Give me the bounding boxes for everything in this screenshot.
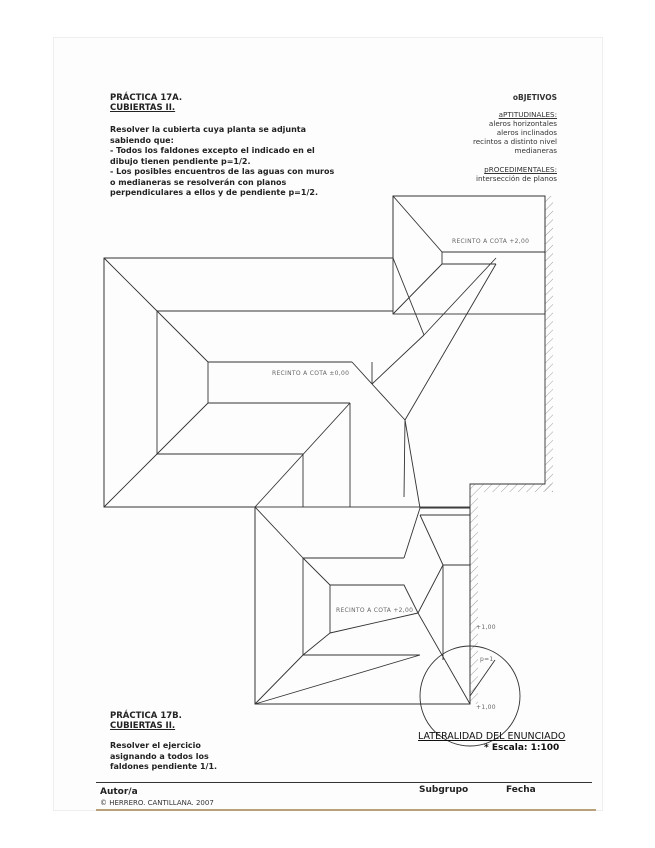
- attitudinal-item: aleros inclinados: [496, 128, 557, 137]
- laterality-note: LATERALIDAD DEL ENUNCIADO: [418, 731, 566, 742]
- valley-line: [424, 258, 496, 335]
- statement-line: perpendiculares a ellos y de pendiente p=1/2.: [110, 188, 318, 197]
- hip-line: [157, 403, 208, 454]
- ridge-line: [372, 335, 424, 384]
- practice-b-subtitle: CUBIERTAS II.: [110, 721, 176, 731]
- subgroup-field-label: Subgrupo: [419, 785, 469, 795]
- attitudinal-item: medianeras: [514, 146, 557, 155]
- statement-line: faldones pendiente 1/1.: [110, 762, 218, 771]
- date-field-label: Fecha: [506, 785, 536, 795]
- valley-line: [405, 420, 420, 508]
- author-field-label: Autor/a: [100, 787, 138, 797]
- attitudinal-item: aleros horizontales: [488, 119, 557, 128]
- lower-enclosure-outline: [255, 507, 470, 704]
- statement-line: asignando a todos los: [110, 751, 209, 761]
- inner-ridge: [157, 311, 303, 507]
- attitudinal-heading: aPTITUDINALES:: [498, 110, 557, 119]
- statement-line: Resolver el ejercicio: [110, 741, 201, 750]
- hip-line: [104, 454, 157, 507]
- procedural-heading: pROCEDIMENTALES:: [484, 165, 557, 174]
- valley-line: [255, 403, 350, 507]
- recinto-main-label: RECINTO A COTA ±0,00: [272, 370, 350, 377]
- valley-line: [418, 613, 470, 704]
- statement-line: - Todos los faldones excepto el indicado en el: [110, 146, 315, 155]
- hip-line: [104, 258, 157, 311]
- hip-line: [393, 196, 442, 252]
- recinto-bottom-label: RECINTO A COTA +2,00: [336, 607, 414, 614]
- slope-mark: p=1: [480, 656, 494, 663]
- valley-line: [420, 515, 443, 565]
- valley-line: [404, 508, 420, 558]
- objectives-title: oBJETIVOS: [512, 93, 557, 102]
- hip-line: [303, 633, 330, 655]
- party-wall-hatch: [470, 492, 478, 704]
- practice-b-code: PRÁCTICA 17B.: [110, 711, 182, 721]
- hip-line: [393, 264, 442, 314]
- hip-line: [255, 507, 303, 558]
- hip-line: [157, 311, 208, 362]
- statement-line: sabiendo que:: [110, 135, 174, 145]
- scale-note: * Escala: 1:100: [484, 743, 560, 753]
- procedural-item: intersección de planos: [476, 174, 557, 183]
- attitudinal-item: recintos a distinto nivel: [472, 137, 557, 146]
- ridge-line: [255, 655, 420, 704]
- valley-line: [418, 565, 443, 613]
- statement-line: Resolver la cubierta cuya planta se adjunta: [110, 125, 307, 134]
- valley-line: [372, 384, 405, 420]
- practice-a-code: PRÁCTICA 17A.: [110, 93, 183, 103]
- recinto-top-label: RECINTO A COTA +2,00: [452, 238, 530, 245]
- valley-line: [352, 362, 372, 384]
- eave-line: [393, 258, 424, 335]
- level-mark: +1,00: [476, 624, 496, 631]
- hip-line: [303, 558, 330, 585]
- bottom-rule: [96, 809, 596, 811]
- copyright-notice: © HERRERO. CANTILLANA. 2007: [100, 799, 214, 807]
- footer-divider: [96, 782, 592, 783]
- party-wall-hatch: [470, 484, 553, 492]
- valley-line: [404, 420, 405, 497]
- practice-b-statement: [110, 741, 270, 773]
- eave-line: [104, 258, 255, 507]
- statement-line: o medianeras se resolverán con planos: [110, 177, 287, 187]
- inner-edge: [208, 362, 350, 403]
- inner-ridge: [330, 613, 418, 633]
- level-mark: +1,00: [476, 704, 496, 711]
- party-wall-hatch: [545, 196, 553, 492]
- statement-line: - Los posibles encuentros de las aguas con muros: [110, 167, 335, 176]
- upper-enclosure-outline: [393, 196, 545, 314]
- practice-a-subtitle: CUBIERTAS II.: [110, 103, 176, 113]
- statement-line: dibujo tienen pendiente p=1/2.: [110, 156, 251, 166]
